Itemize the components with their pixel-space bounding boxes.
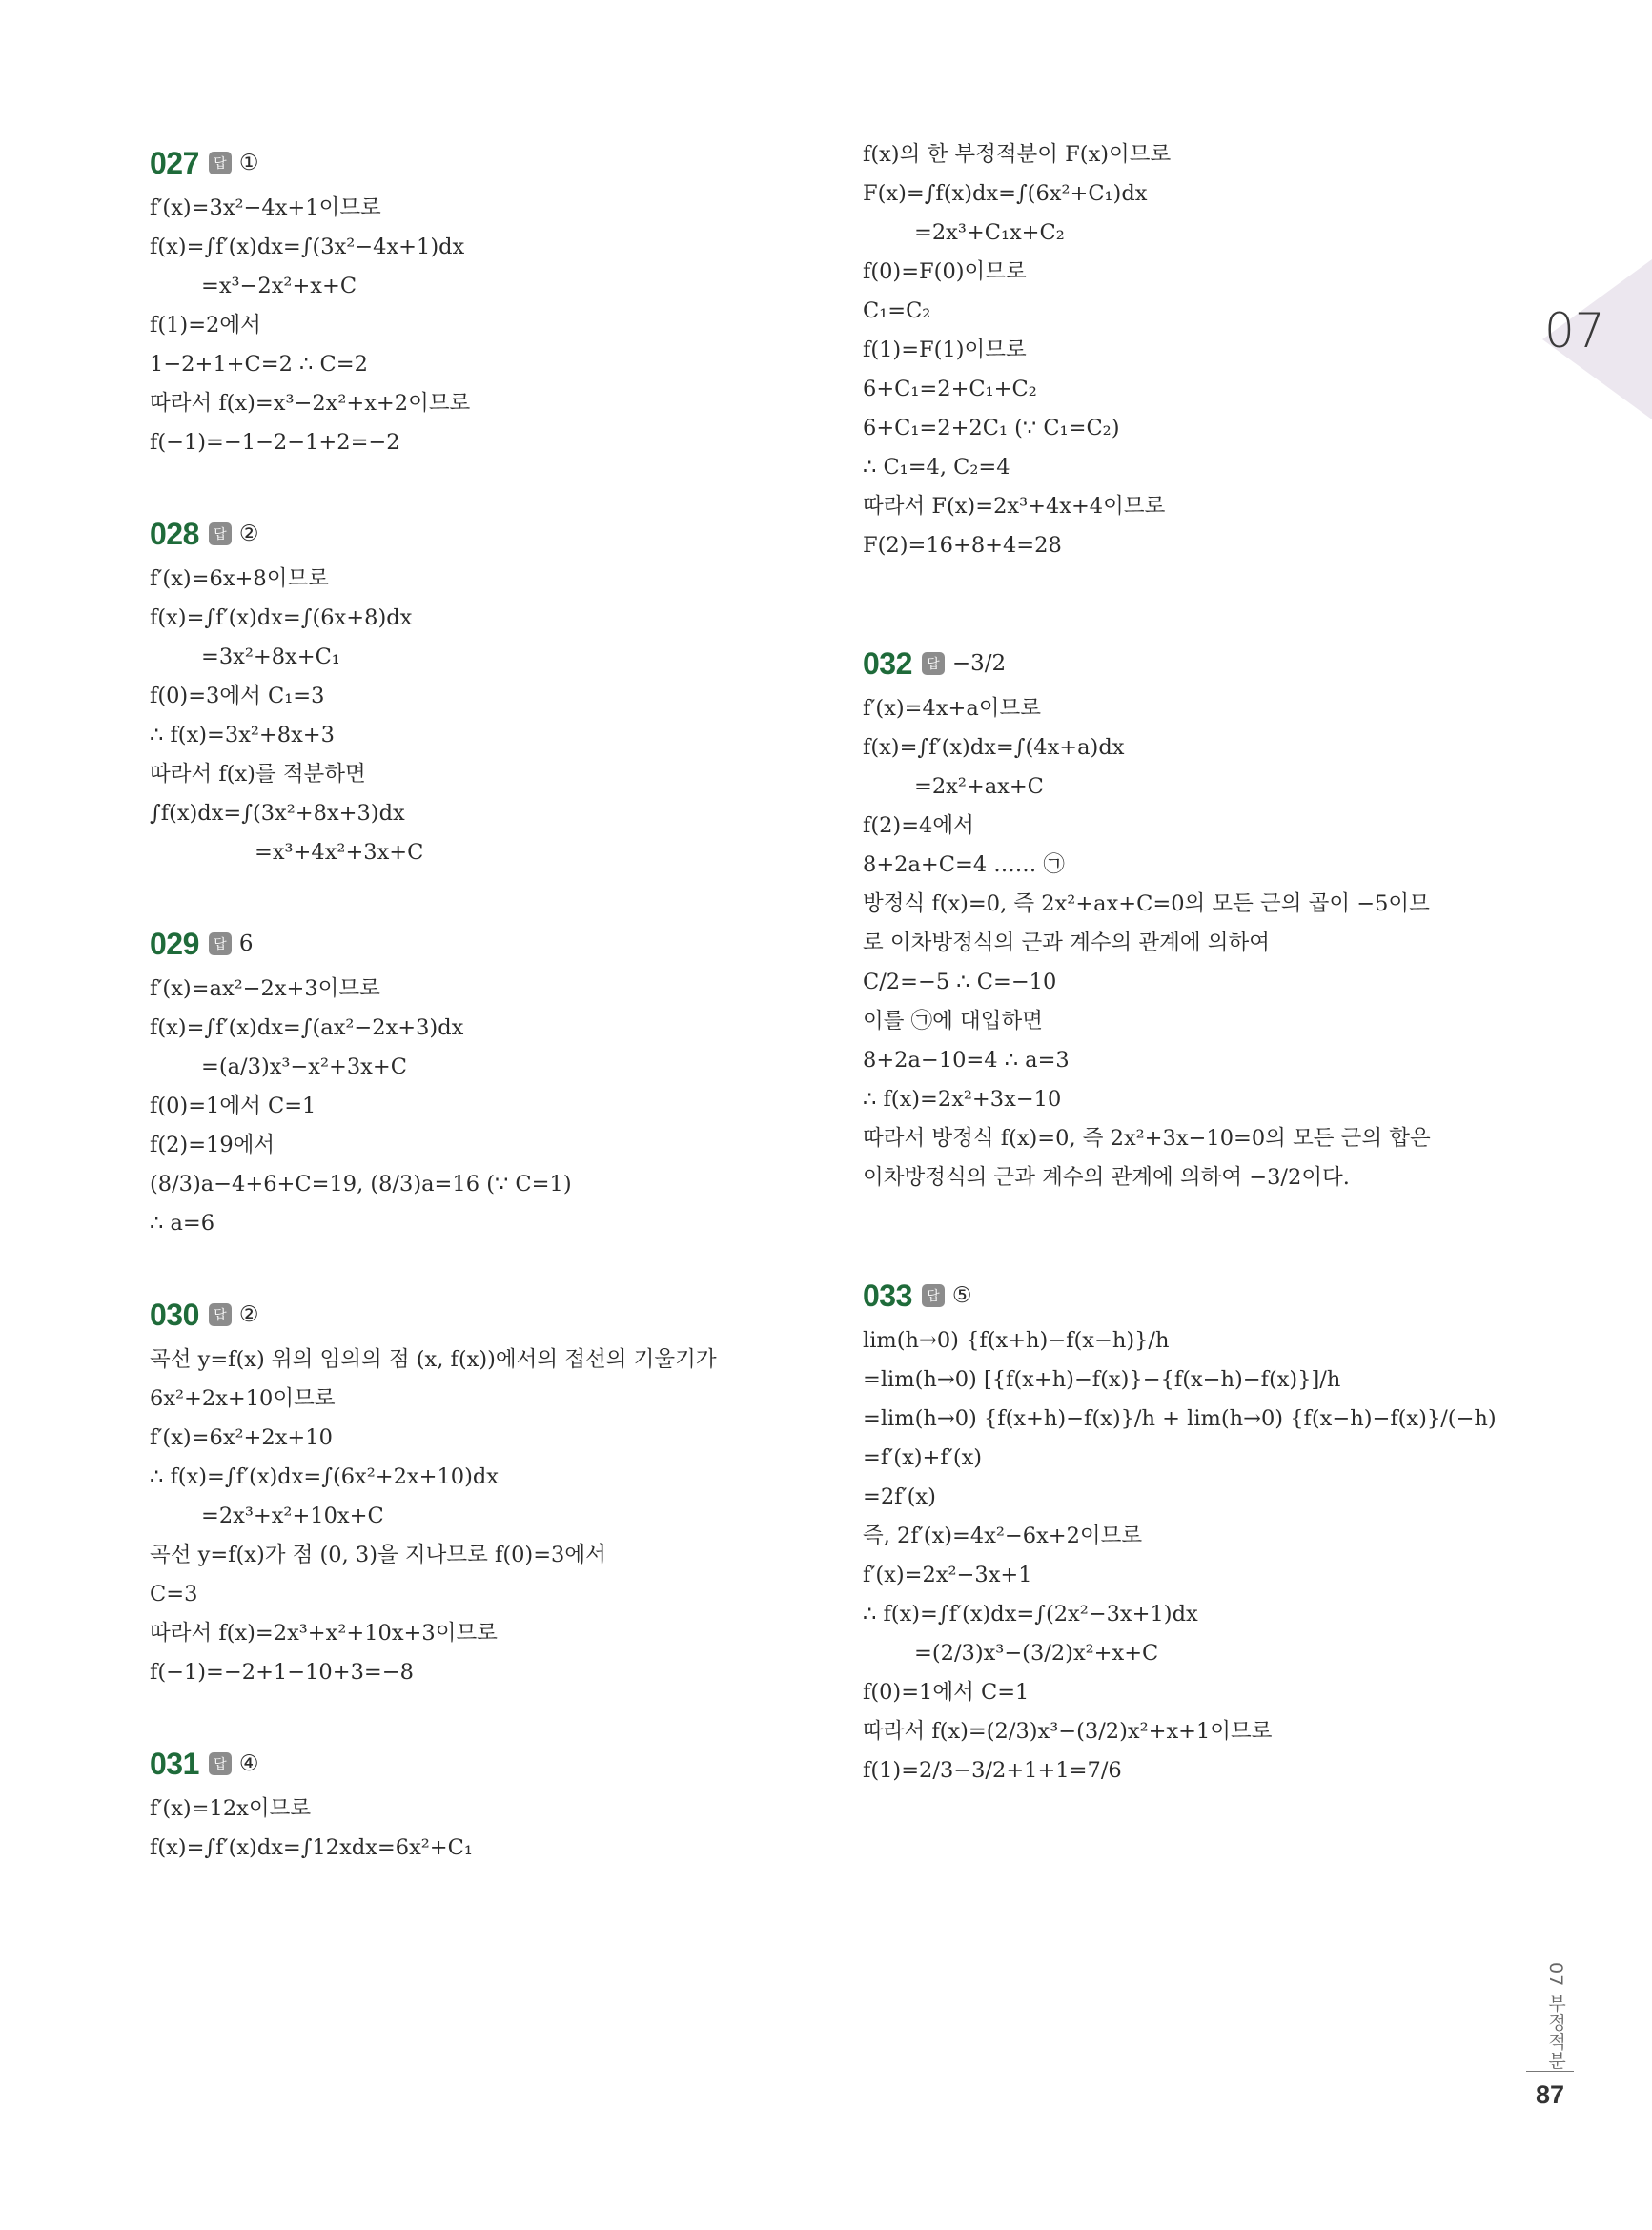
problem-number: 032 (863, 645, 912, 681)
solution-line: =2x²+ax+C (914, 774, 1044, 799)
answer-value: ① (238, 151, 259, 175)
solution-line: 1−2+1+C=2 ∴ C=2 (150, 352, 368, 377)
solution-line: f(−1)=−1−2−1+2=−2 (150, 430, 400, 455)
solution-line: F(x)=∫f(x)dx=∫(6x²+C₁)dx (863, 181, 1148, 206)
solution-line: f(0)=1에서 C=1 (150, 1094, 316, 1118)
solution-line: ∴ C₁=4, C₂=4 (863, 455, 1010, 480)
solution-line: (8/3)a−4+6+C=19, (8/3)a=16 (∵ C=1) (150, 1172, 572, 1197)
solution-line: =lim(h→0) [{f(x+h)−f(x)}−{f(x−h)−f(x)}]/h (863, 1367, 1341, 1392)
solution-line: 따라서 f(x)=(2/3)x³−(3/2)x²+x+1이므로 (863, 1719, 1273, 1744)
problem-number: 027 (150, 145, 199, 180)
solution-line: C/2=−5 ∴ C=−10 (863, 970, 1057, 994)
problem-block (150, 1742, 817, 1868)
chapter-side-label: 07 부정적분 (1545, 1962, 1566, 2071)
answer-badge: 답 (209, 152, 232, 174)
solution-line: f(x)=∫f′(x)dx=∫12xdx=6x²+C₁ (150, 1835, 473, 1860)
answer-value: −3/2 (951, 651, 1007, 676)
solution-line: =x³−2x²+x+C (201, 274, 357, 298)
solution-line: f′(x)=ax²−2x+3이므로 (150, 976, 380, 1001)
answer-value: ⑤ (951, 1283, 972, 1308)
problem-header (863, 1274, 1549, 1318)
solution-line: C=3 (150, 1582, 198, 1606)
solution-line: =2f′(x) (863, 1484, 936, 1509)
problem-header (863, 642, 1549, 685)
answer-value: ② (238, 1302, 259, 1327)
solution-line: 따라서 F(x)=2x³+4x+4이므로 (863, 494, 1166, 519)
problem-block (150, 141, 817, 462)
solution-line: ∴ f(x)=∫f′(x)dx=∫(6x²+2x+10)dx (150, 1464, 499, 1489)
solution-line: ∫f(x)dx=∫(3x²+8x+3)dx (150, 801, 405, 826)
answer-badge: 답 (209, 1303, 232, 1326)
solution-line: f′(x)=2x²−3x+1 (863, 1563, 1032, 1587)
problem-header (150, 922, 817, 966)
problem-number: 031 (150, 1746, 199, 1781)
solution-line: 방정식 f(x)=0, 즉 2x²+ax+C=0의 모든 근의 곱이 −5이므 (863, 891, 1430, 916)
solution-line: f(−1)=−2+1−10+3=−8 (150, 1660, 414, 1685)
solution-line: 6+C₁=2+C₁+C₂ (863, 377, 1037, 401)
solution-line: f′(x)=3x²−4x+1이므로 (150, 195, 381, 220)
problem-number: 030 (150, 1297, 199, 1332)
solution-line: =x³+4x²+3x+C (255, 840, 424, 865)
problem-header (150, 512, 817, 556)
solution-line: f′(x)=12x이므로 (150, 1796, 312, 1821)
solution-line: 따라서 방정식 f(x)=0, 즉 2x²+3x−10=0의 모든 근의 합은 (863, 1126, 1431, 1151)
problem-number: 028 (150, 516, 199, 551)
solution-line: 8+2a−10=4 ∴ a=3 (863, 1048, 1070, 1073)
solution-line: f(0)=F(0)이므로 (863, 259, 1027, 284)
solution-line: 이차방정식의 근과 계수의 관계에 의하여 −3/2이다. (863, 1165, 1350, 1190)
solution-line: f(1)=2에서 (150, 313, 261, 338)
solution-line: 즉, 2f′(x)=4x²−6x+2이므로 (863, 1524, 1143, 1548)
solution-line: f(2)=4에서 (863, 813, 974, 838)
problem-block (150, 512, 817, 872)
problem-block (150, 922, 817, 1243)
solution-line: f′(x)=6x²+2x+10 (150, 1425, 333, 1450)
solution-line: 따라서 f(x)를 적분하면 (150, 762, 366, 787)
solution-line: =2x³+C₁x+C₂ (914, 220, 1065, 245)
solution-line: ∴ f(x)=2x²+3x−10 (863, 1087, 1062, 1112)
page-number: 87 (1536, 2080, 1565, 2109)
chapter-number: 07 (1544, 303, 1605, 358)
solution-line: 따라서 f(x)=2x³+x²+10x+3이므로 (150, 1621, 498, 1646)
solution-line: 곡선 y=f(x)가 점 (0, 3)을 지나므로 f(0)=3에서 (150, 1543, 606, 1567)
problem-block (150, 1293, 817, 1692)
solution-line: f(x)=∫f′(x)dx=∫(3x²−4x+1)dx (150, 235, 465, 259)
answer-value: 6 (238, 931, 254, 956)
solution-line: f(1)=F(1)이므로 (863, 338, 1027, 362)
answer-value: ② (238, 522, 259, 546)
solution-line: =f′(x)+f′(x) (863, 1445, 983, 1470)
solution-line: f(0)=1에서 C=1 (863, 1680, 1030, 1705)
solution-line: =(2/3)x³−(3/2)x²+x+C (914, 1641, 1159, 1666)
solution-line: 8+2a+C=4 …… ㉠ (863, 852, 1065, 877)
solution-line: f′(x)=4x+a이므로 (863, 696, 1042, 721)
solution-line: =3x²+8x+C₁ (201, 644, 340, 669)
solution-line: f(x)=∫f′(x)dx=∫(6x+8)dx (150, 605, 413, 630)
solution-line: f(1)=2/3−3/2+1+1=7/6 (863, 1758, 1122, 1783)
solution-line: f′(x)=6x+8이므로 (150, 566, 329, 591)
problem-header (150, 141, 817, 185)
solution-line: 6x²+2x+10이므로 (150, 1386, 336, 1411)
solution-line: f(x)=∫f′(x)dx=∫(ax²−2x+3)dx (150, 1015, 464, 1040)
solution-line: f(0)=3에서 C₁=3 (150, 684, 325, 708)
answer-badge: 답 (922, 1284, 945, 1307)
solution-line: =lim(h→0) {f(x+h)−f(x)}/h + lim(h→0) {f(x−h)−f(x)}/(−h) (863, 1406, 1497, 1431)
problem-block (863, 1274, 1549, 1790)
solution-line: ∴ f(x)=∫f′(x)dx=∫(2x²−3x+1)dx (863, 1602, 1198, 1626)
right-column (863, 141, 1549, 1790)
solution-line: 6+C₁=2+2C₁ (∵ C₁=C₂) (863, 416, 1120, 440)
problem-block (863, 642, 1549, 1197)
solution-line: ∴ f(x)=3x²+8x+3 (150, 723, 335, 747)
problem-number: 029 (150, 926, 199, 961)
answer-badge: 답 (209, 932, 232, 955)
solution-line: =(a/3)x³−x²+3x+C (201, 1054, 407, 1079)
solution-line: lim(h→0) {f(x+h)−f(x−h)}/h (863, 1328, 1170, 1353)
solution-line: ∴ a=6 (150, 1211, 215, 1236)
solution-line: 곡선 y=f(x) 위의 임의의 점 (x, f(x))에서의 접선의 기울기가 (150, 1347, 717, 1372)
problem-header (150, 1293, 817, 1337)
problem-header (150, 1742, 817, 1786)
problem-number: 033 (863, 1278, 912, 1313)
problem-block (863, 135, 1549, 565)
solution-line: C₁=C₂ (863, 298, 931, 323)
answer-badge: 답 (922, 652, 945, 675)
solution-line: f(x)의 한 부정적분이 F(x)이므로 (863, 142, 1172, 167)
solution-line: 로 이차방정식의 근과 계수의 관계에 의하여 (863, 931, 1270, 955)
solution-line: 이를 ㉠에 대입하면 (863, 1009, 1043, 1033)
answer-value: ④ (238, 1751, 259, 1776)
answer-badge: 답 (209, 522, 232, 545)
left-column (150, 141, 817, 1868)
answer-badge: 답 (209, 1752, 232, 1775)
solution-line: f(x)=∫f′(x)dx=∫(4x+a)dx (863, 735, 1125, 760)
solution-line: =2x³+x²+10x+C (201, 1504, 384, 1528)
solution-line: 따라서 f(x)=x³−2x²+x+2이므로 (150, 391, 471, 416)
footer-divider (1526, 2071, 1574, 2072)
solution-line: F(2)=16+8+4=28 (863, 533, 1062, 558)
solution-line: f(2)=19에서 (150, 1133, 275, 1157)
